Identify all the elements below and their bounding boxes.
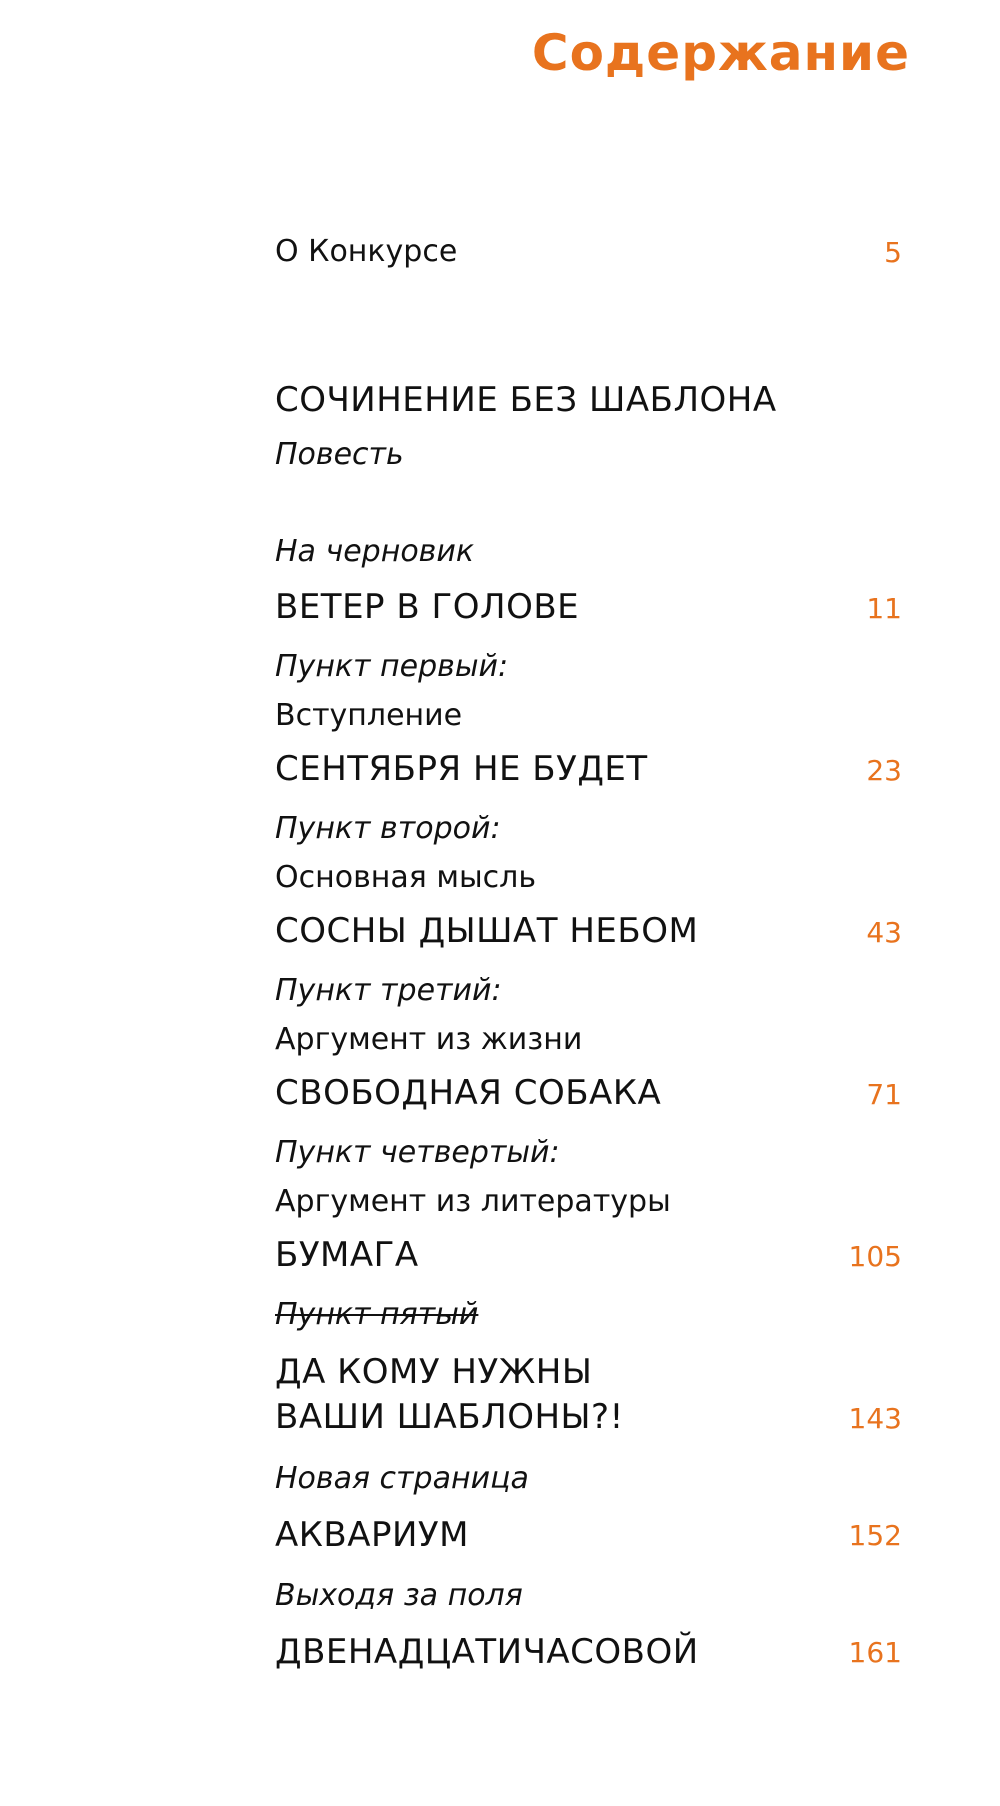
section-label-struck: Пункт пятый [275, 1297, 479, 1332]
section-sublabel: Основная мысль [275, 860, 537, 895]
section-title: БУМАГА [275, 1235, 419, 1275]
toc-heading: Содержание [531, 24, 910, 82]
section-title: ДВЕНАДЦАТИЧАСОВОЙ [275, 1632, 699, 1672]
section-page: 23 [866, 754, 902, 787]
section-label: Пункт четвертый: [275, 1135, 560, 1170]
section-label: Пункт второй: [275, 811, 501, 846]
book-title: СОЧИНЕНИЕ БЕЗ ШАБЛОНА [275, 380, 777, 420]
section-title-line2: ВАШИ ШАБЛОНЫ?! [275, 1397, 624, 1437]
section-label: Пункт первый: [275, 649, 509, 684]
section-label: Новая страница [275, 1461, 529, 1496]
book-subtitle: Повесть [275, 437, 404, 472]
section-sublabel: Вступление [275, 698, 463, 733]
section-page: 105 [848, 1240, 902, 1273]
section-page: 43 [866, 916, 902, 949]
section-label: Выходя за поля [275, 1578, 523, 1613]
section-title: ВЕТЕР В ГОЛОВЕ [275, 587, 580, 627]
section-sublabel: Аргумент из жизни [275, 1022, 583, 1057]
section-page: 11 [866, 592, 902, 625]
entry-intro-title: О Конкурсе [275, 234, 458, 269]
section-page: 71 [866, 1078, 902, 1111]
section-title: АКВАРИУМ [275, 1515, 469, 1555]
section-page: 143 [848, 1402, 902, 1435]
section-label: На черновик [275, 534, 474, 569]
section-page: 152 [848, 1519, 902, 1552]
section-title: СОСНЫ ДЫШАТ НЕБОМ [275, 911, 699, 951]
section-sublabel: Аргумент из литературы [275, 1184, 671, 1219]
section-title-line1: ДА КОМУ НУЖНЫ [275, 1352, 593, 1392]
section-label: Пункт третий: [275, 973, 502, 1008]
entry-intro-page: 5 [884, 236, 902, 269]
section-page: 161 [848, 1636, 902, 1669]
section-title: СВОБОДНАЯ СОБАКА [275, 1073, 662, 1113]
section-title: СЕНТЯБРЯ НЕ БУДЕТ [275, 749, 648, 789]
